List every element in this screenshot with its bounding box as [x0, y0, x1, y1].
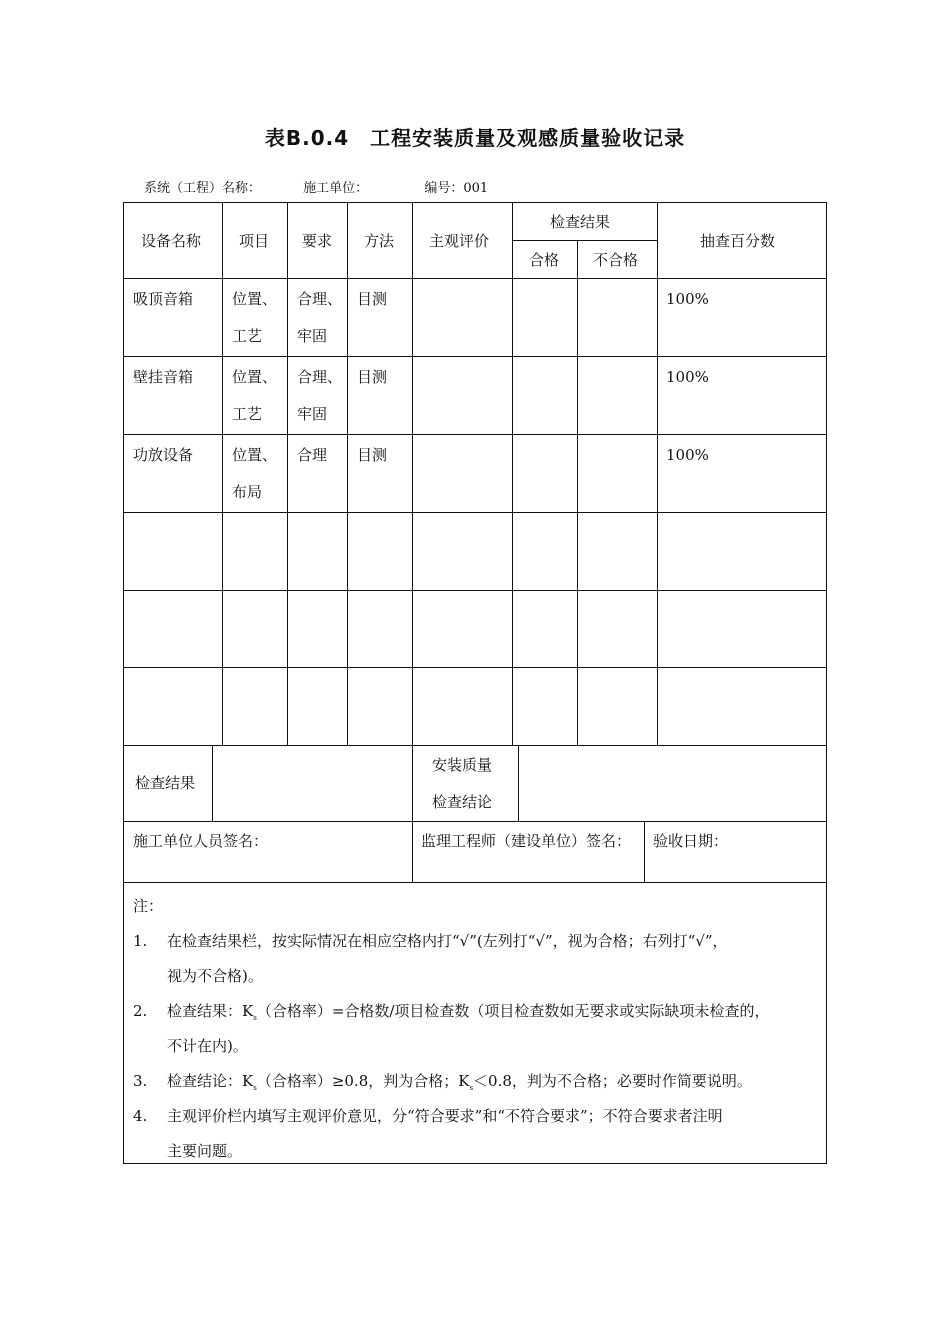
note-text-part: 检查结论：K: [167, 1072, 254, 1090]
note-number: 4.: [133, 1107, 148, 1125]
note-text: 主要问题。: [167, 1142, 243, 1160]
divider: [123, 821, 827, 822]
header-requirement: 要求: [302, 232, 333, 250]
divider: [123, 434, 827, 435]
row-sample-percent: 100%: [666, 290, 709, 308]
note-text-part: ＜0.8，判为不合格；必要时作简要说明。: [473, 1072, 752, 1090]
divider: [577, 240, 578, 745]
note-text-part: 检查结果：K: [167, 1002, 254, 1020]
border-top: [123, 202, 827, 203]
divider: [123, 667, 827, 668]
ks-subscript: s: [469, 1084, 474, 1092]
divider: [287, 202, 288, 745]
row-sample-percent: 100%: [666, 446, 709, 464]
note-number: 3.: [133, 1072, 148, 1090]
divider: [123, 882, 827, 883]
border-left: [123, 202, 124, 1164]
divider: [222, 202, 223, 745]
note-text: [167, 1071, 752, 1098]
border-right: [826, 202, 827, 1164]
note-text: 不计在内)。: [167, 1037, 248, 1055]
divider: [412, 202, 413, 882]
acceptance-date-label: 验收日期：: [653, 832, 729, 850]
summary-conclusion-label: 安装质量: [432, 756, 493, 774]
row-item: 位置、: [232, 446, 278, 464]
summary-check-result-label: 检查结果: [135, 774, 196, 792]
row-device-name: 壁挂音箱: [133, 368, 194, 386]
header-pass: 合格: [529, 251, 560, 269]
divider: [123, 512, 827, 513]
constructor-signature-label: 施工单位人员签名：: [133, 832, 269, 850]
summary-conclusion-label: 检查结论: [432, 793, 493, 811]
row-method: 目测: [357, 368, 388, 386]
row-item: 工艺: [232, 405, 263, 423]
note-number: 1.: [133, 932, 148, 950]
note-text: 主观评价栏内填写主观评价意见，分“符合要求”和“不符合要求”；不符合要求者注明: [167, 1107, 723, 1125]
system-name-label: 系统（工程）名称：: [144, 181, 262, 196]
note-text: 视为不合格)。: [167, 967, 263, 985]
divider: [123, 278, 827, 279]
divider: [657, 202, 658, 745]
construction-unit-label: 施工单位：: [303, 181, 369, 196]
border-bottom: [123, 1163, 827, 1164]
header-item: 项目: [239, 232, 270, 250]
ks-subscript: s: [253, 1014, 257, 1022]
notes-label: 注：: [133, 897, 164, 915]
divider: [518, 745, 519, 821]
supervisor-signature-label: 监理工程师（建设单位）签名：: [421, 832, 632, 850]
note-text: 在检查结果栏，按实际情况在相应空格内打“√”(左列打“√”，视为合格；右列打“√”，: [167, 932, 728, 950]
header-sample-percent: 抽查百分数: [700, 232, 776, 250]
row-item: 位置、: [232, 290, 278, 308]
row-requirement: 合理: [297, 446, 328, 464]
header-device-name: 设备名称: [141, 232, 202, 250]
row-requirement: 合理、: [297, 290, 343, 308]
row-method: 目测: [357, 290, 388, 308]
divider: [123, 745, 827, 746]
row-requirement: 合理、: [297, 368, 343, 386]
row-sample-percent: 100%: [666, 368, 709, 386]
meta-line: [144, 177, 488, 196]
row-device-name: 吸顶音箱: [133, 290, 194, 308]
note-text-part: （合格率）≥0.8，判为合格；K: [256, 1072, 470, 1090]
row-item: 布局: [232, 483, 263, 501]
header-method: 方法: [364, 232, 395, 250]
header-fail: 不合格: [593, 251, 639, 269]
divider: [347, 202, 348, 745]
row-method: 目测: [357, 446, 388, 464]
divider: [644, 821, 645, 882]
divider: [123, 356, 827, 357]
divider: [123, 590, 827, 591]
divider: [512, 202, 513, 745]
row-item: 工艺: [232, 327, 263, 345]
document-title: 表B.0.4 工程安装质量及观感质量验收记录: [264, 126, 686, 150]
record-number: 编号：001: [424, 181, 489, 196]
divider: [212, 745, 213, 821]
note-text: [167, 1001, 769, 1028]
row-item: 位置、: [232, 368, 278, 386]
inspection-form: [123, 202, 827, 1164]
header-subjective: 主观评价: [429, 232, 490, 250]
ks-subscript: s: [253, 1084, 257, 1092]
note-number: 2.: [133, 1002, 148, 1020]
row-device-name: 功放设备: [133, 446, 194, 464]
row-requirement: 牢固: [297, 327, 328, 345]
header-check-result: 检查结果: [550, 213, 611, 231]
row-requirement: 牢固: [297, 405, 328, 423]
note-text-part: （合格率）=合格数/项目检查数（项目检查数如无要求或实际缺项未检查的，: [256, 1002, 770, 1020]
divider: [512, 240, 658, 241]
